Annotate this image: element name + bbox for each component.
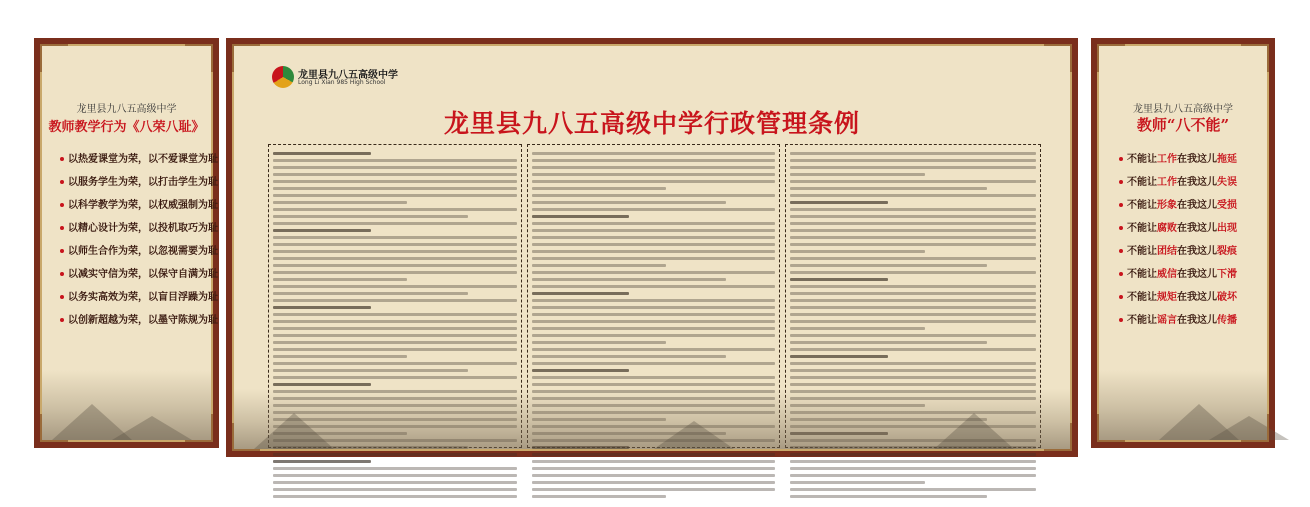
text-line-placeholder bbox=[532, 187, 666, 190]
logo-school-name-en: Long Li Xian 985 High School bbox=[298, 79, 386, 86]
text-line-placeholder bbox=[273, 278, 407, 281]
text-line-placeholder bbox=[273, 355, 407, 358]
text-line-placeholder bbox=[273, 495, 517, 498]
text-line-placeholder bbox=[532, 481, 775, 484]
text-line-placeholder bbox=[273, 467, 517, 470]
text-line-placeholder bbox=[532, 250, 775, 253]
text-line-placeholder bbox=[790, 299, 1036, 302]
text-line-placeholder bbox=[273, 271, 517, 274]
bullet-icon bbox=[1119, 180, 1123, 184]
text-line-placeholder bbox=[532, 159, 775, 162]
bullet-icon bbox=[60, 180, 64, 184]
text-line-placeholder bbox=[532, 334, 775, 337]
bullet-icon bbox=[60, 272, 64, 276]
right-list-item bbox=[1119, 263, 1257, 286]
text-line-placeholder bbox=[273, 488, 517, 491]
left-list-text: 以热爱课堂为荣，以不爱课堂为耻 bbox=[68, 154, 218, 165]
text-line-placeholder bbox=[790, 369, 1036, 372]
left-list-item bbox=[60, 171, 218, 194]
right-list-prefix: 不能让 bbox=[1127, 246, 1157, 257]
text-line-placeholder bbox=[273, 341, 517, 344]
right-board-panel bbox=[1097, 44, 1269, 442]
text-line-placeholder bbox=[532, 327, 775, 330]
right-list-end: 出现 bbox=[1217, 223, 1237, 234]
right-school-name: 龙里县九八五高级中学 bbox=[1133, 104, 1233, 115]
left-list bbox=[60, 148, 218, 332]
text-line-placeholder bbox=[532, 166, 775, 169]
text-line-placeholder bbox=[273, 166, 517, 169]
right-list-end: 裂痕 bbox=[1217, 246, 1237, 257]
landscape-decoration bbox=[234, 389, 1070, 449]
right-list-rest: 在我这儿 bbox=[1177, 154, 1217, 165]
left-list-text: 以减实守信为荣，以保守自满为耻 bbox=[68, 269, 218, 280]
right-list-end: 拖延 bbox=[1217, 154, 1237, 165]
left-list-item bbox=[60, 194, 218, 217]
text-line-placeholder bbox=[273, 348, 517, 351]
left-list-text: 以精心设计为荣，以投机取巧为耻 bbox=[68, 223, 218, 234]
bullet-icon bbox=[1119, 226, 1123, 230]
left-list-item bbox=[60, 263, 218, 286]
right-list-prefix: 不能让 bbox=[1127, 292, 1157, 303]
text-line-placeholder bbox=[532, 313, 775, 316]
bullet-icon bbox=[60, 157, 64, 161]
text-line-placeholder bbox=[273, 201, 407, 204]
text-line-placeholder bbox=[273, 327, 517, 330]
text-line-placeholder bbox=[273, 306, 371, 309]
text-line-placeholder bbox=[532, 278, 726, 281]
right-list-end: 传播 bbox=[1217, 315, 1237, 326]
text-line-placeholder bbox=[790, 222, 1036, 225]
text-line-placeholder bbox=[532, 453, 775, 456]
right-list-prefix: 不能让 bbox=[1127, 177, 1157, 188]
left-school-name: 龙里县九八五高级中学 bbox=[76, 104, 177, 115]
text-line-placeholder bbox=[532, 243, 775, 246]
text-line-placeholder bbox=[790, 159, 1036, 162]
right-board bbox=[1091, 38, 1275, 448]
text-line-placeholder bbox=[790, 341, 987, 344]
text-line-placeholder bbox=[532, 152, 775, 155]
text-line-placeholder bbox=[273, 187, 517, 190]
text-line-placeholder bbox=[790, 460, 1036, 463]
left-heading: 教师教学行为《八荣八耻》 bbox=[48, 120, 205, 135]
right-list-mid: 腐败 bbox=[1157, 223, 1177, 234]
text-line-placeholder bbox=[532, 201, 726, 204]
text-line-placeholder bbox=[273, 292, 468, 295]
left-board-panel bbox=[40, 44, 218, 442]
left-list-text: 以务实高效为荣，以盲目浮躁为耻 bbox=[68, 292, 218, 303]
right-list bbox=[1119, 148, 1257, 332]
bullet-icon bbox=[1119, 295, 1123, 299]
text-line-placeholder bbox=[532, 306, 775, 309]
left-list-item bbox=[60, 240, 218, 263]
text-line-placeholder bbox=[273, 194, 517, 197]
left-list-text: 以创新超越为荣，以墨守陈规为耻 bbox=[68, 315, 218, 326]
text-line-placeholder bbox=[532, 474, 775, 477]
text-line-placeholder bbox=[532, 460, 775, 463]
right-list-rest: 在我这儿 bbox=[1177, 200, 1217, 211]
text-line-placeholder bbox=[532, 208, 775, 211]
text-line-placeholder bbox=[790, 215, 1036, 218]
text-line-placeholder bbox=[273, 376, 517, 379]
text-line-placeholder bbox=[532, 173, 775, 176]
right-heading: 教师“八不能” bbox=[1136, 116, 1230, 134]
right-list-prefix: 不能让 bbox=[1127, 315, 1157, 326]
right-list-prefix: 不能让 bbox=[1127, 154, 1157, 165]
text-line-placeholder bbox=[273, 152, 371, 155]
text-line-placeholder bbox=[532, 369, 629, 372]
text-line-placeholder bbox=[790, 481, 925, 484]
right-list-mid: 规矩 bbox=[1157, 292, 1177, 303]
right-list-mid: 工作 bbox=[1157, 154, 1177, 165]
right-list-mid: 团结 bbox=[1157, 246, 1177, 257]
text-line-placeholder bbox=[790, 313, 1036, 316]
left-list-text: 以服务学生为荣，以打击学生为耻 bbox=[68, 177, 218, 188]
text-line-placeholder bbox=[273, 481, 517, 484]
right-list-item bbox=[1119, 217, 1257, 240]
text-line-placeholder bbox=[532, 348, 775, 351]
text-line-placeholder bbox=[273, 460, 371, 463]
bullet-icon bbox=[60, 295, 64, 299]
right-list-rest: 在我这儿 bbox=[1177, 223, 1217, 234]
right-list-mid: 工作 bbox=[1157, 177, 1177, 188]
text-line-placeholder bbox=[273, 362, 517, 365]
page-title: 龙里县九八五高级中学行政管理条例 bbox=[443, 109, 860, 138]
right-list-mid: 威信 bbox=[1157, 269, 1177, 280]
text-line-placeholder bbox=[273, 173, 517, 176]
text-line-placeholder bbox=[532, 229, 775, 232]
left-board bbox=[34, 38, 219, 448]
right-list-end: 下滑 bbox=[1217, 269, 1237, 280]
text-line-placeholder bbox=[273, 215, 468, 218]
text-line-placeholder bbox=[790, 187, 987, 190]
text-line-placeholder bbox=[532, 488, 775, 491]
right-list-end: 受损 bbox=[1217, 200, 1237, 211]
text-line-placeholder bbox=[273, 208, 517, 211]
left-list-text: 以科学教学为荣，以权威强制为耻 bbox=[68, 200, 218, 211]
text-line-placeholder bbox=[790, 180, 1036, 183]
text-line-placeholder bbox=[790, 257, 1036, 260]
text-line-placeholder bbox=[273, 334, 517, 337]
text-line-placeholder bbox=[790, 348, 1036, 351]
bullet-icon bbox=[60, 318, 64, 322]
text-line-placeholder bbox=[790, 250, 925, 253]
right-list-item bbox=[1119, 194, 1257, 217]
right-list-rest: 在我这儿 bbox=[1177, 246, 1217, 257]
text-line-placeholder bbox=[790, 201, 888, 204]
text-line-placeholder bbox=[532, 299, 775, 302]
right-list-item bbox=[1119, 309, 1257, 332]
text-line-placeholder bbox=[790, 292, 1036, 295]
text-line-placeholder bbox=[273, 222, 517, 225]
left-list-text: 以师生合作为荣，以忽视需要为耻 bbox=[68, 246, 218, 257]
text-line-placeholder bbox=[790, 166, 1036, 169]
bullet-icon bbox=[60, 249, 64, 253]
text-line-placeholder bbox=[790, 488, 1036, 491]
right-list-end: 破坏 bbox=[1217, 292, 1237, 303]
main-board bbox=[226, 38, 1078, 457]
text-line-placeholder bbox=[532, 292, 629, 295]
text-line-placeholder bbox=[532, 271, 775, 274]
left-list-item bbox=[60, 286, 218, 309]
text-line-placeholder bbox=[532, 236, 775, 239]
right-list-item bbox=[1119, 286, 1257, 309]
text-line-placeholder bbox=[532, 180, 775, 183]
text-line-placeholder bbox=[790, 208, 1036, 211]
text-line-placeholder bbox=[790, 334, 1036, 337]
right-list-prefix: 不能让 bbox=[1127, 269, 1157, 280]
text-line-placeholder bbox=[532, 362, 775, 365]
text-line-placeholder bbox=[273, 313, 517, 316]
text-line-placeholder bbox=[273, 257, 517, 260]
main-board-panel bbox=[232, 44, 1072, 451]
text-line-placeholder bbox=[790, 194, 1036, 197]
text-line-placeholder bbox=[273, 285, 517, 288]
text-line-placeholder bbox=[273, 159, 517, 162]
text-line-placeholder bbox=[790, 173, 925, 176]
text-line-placeholder bbox=[790, 383, 1036, 386]
text-line-placeholder bbox=[790, 264, 987, 267]
text-line-placeholder bbox=[273, 383, 371, 386]
text-line-placeholder bbox=[532, 194, 775, 197]
text-line-placeholder bbox=[790, 229, 1036, 232]
text-line-placeholder bbox=[790, 285, 1036, 288]
text-line-placeholder bbox=[532, 355, 726, 358]
text-line-placeholder bbox=[273, 236, 517, 239]
text-line-placeholder bbox=[790, 306, 1036, 309]
left-list-item bbox=[60, 148, 218, 171]
text-line-placeholder bbox=[532, 285, 775, 288]
text-line-placeholder bbox=[273, 474, 517, 477]
right-list-rest: 在我这儿 bbox=[1177, 177, 1217, 188]
text-line-placeholder bbox=[532, 215, 629, 218]
text-line-placeholder bbox=[790, 327, 925, 330]
text-line-placeholder bbox=[273, 299, 517, 302]
text-line-placeholder bbox=[273, 264, 517, 267]
text-line-placeholder bbox=[790, 474, 1036, 477]
text-line-placeholder bbox=[532, 495, 666, 498]
bullet-icon bbox=[60, 226, 64, 230]
text-line-placeholder bbox=[273, 229, 371, 232]
right-list-mid: 形象 bbox=[1157, 200, 1177, 211]
text-line-placeholder bbox=[273, 320, 517, 323]
bullet-icon bbox=[1119, 157, 1123, 161]
text-line-placeholder bbox=[273, 250, 517, 253]
text-line-placeholder bbox=[790, 278, 888, 281]
text-line-placeholder bbox=[790, 362, 1036, 365]
text-line-placeholder bbox=[532, 376, 775, 379]
right-list-item bbox=[1119, 171, 1257, 194]
text-line-placeholder bbox=[273, 180, 517, 183]
right-list-prefix: 不能让 bbox=[1127, 223, 1157, 234]
right-list-mid: 谣言 bbox=[1157, 315, 1177, 326]
bullet-icon bbox=[1119, 318, 1123, 322]
text-line-placeholder bbox=[273, 243, 517, 246]
text-line-placeholder bbox=[790, 236, 1036, 239]
text-line-placeholder bbox=[790, 453, 1036, 456]
text-line-placeholder bbox=[790, 243, 1036, 246]
text-line-placeholder bbox=[532, 467, 775, 470]
text-line-placeholder bbox=[790, 495, 987, 498]
text-line-placeholder bbox=[790, 152, 1036, 155]
text-line-placeholder bbox=[790, 376, 1036, 379]
right-list-item bbox=[1119, 148, 1257, 171]
school-logo-icon bbox=[272, 66, 294, 88]
right-list-item bbox=[1119, 240, 1257, 263]
bullet-icon bbox=[1119, 203, 1123, 207]
text-line-placeholder bbox=[532, 264, 666, 267]
right-list-rest: 在我这儿 bbox=[1177, 292, 1217, 303]
text-line-placeholder bbox=[532, 383, 775, 386]
right-list-end: 失误 bbox=[1217, 177, 1237, 188]
text-line-placeholder bbox=[532, 341, 666, 344]
text-line-placeholder bbox=[790, 355, 888, 358]
bullet-icon bbox=[1119, 249, 1123, 253]
text-line-placeholder bbox=[532, 222, 775, 225]
bullet-icon bbox=[1119, 272, 1123, 276]
bullet-icon bbox=[60, 203, 64, 207]
text-line-placeholder bbox=[790, 320, 1036, 323]
left-list-item bbox=[60, 309, 218, 332]
text-line-placeholder bbox=[273, 369, 468, 372]
text-line-placeholder bbox=[532, 257, 775, 260]
right-list-rest: 在我这儿 bbox=[1177, 315, 1217, 326]
text-line-placeholder bbox=[532, 320, 775, 323]
right-list-prefix: 不能让 bbox=[1127, 200, 1157, 211]
text-line-placeholder bbox=[790, 467, 1036, 470]
right-list-rest: 在我这儿 bbox=[1177, 269, 1217, 280]
logo-school-name: 龙里县九八五高级中学 bbox=[298, 70, 398, 81]
left-list-item bbox=[60, 217, 218, 240]
text-line-placeholder bbox=[273, 453, 517, 456]
text-line-placeholder bbox=[790, 271, 1036, 274]
